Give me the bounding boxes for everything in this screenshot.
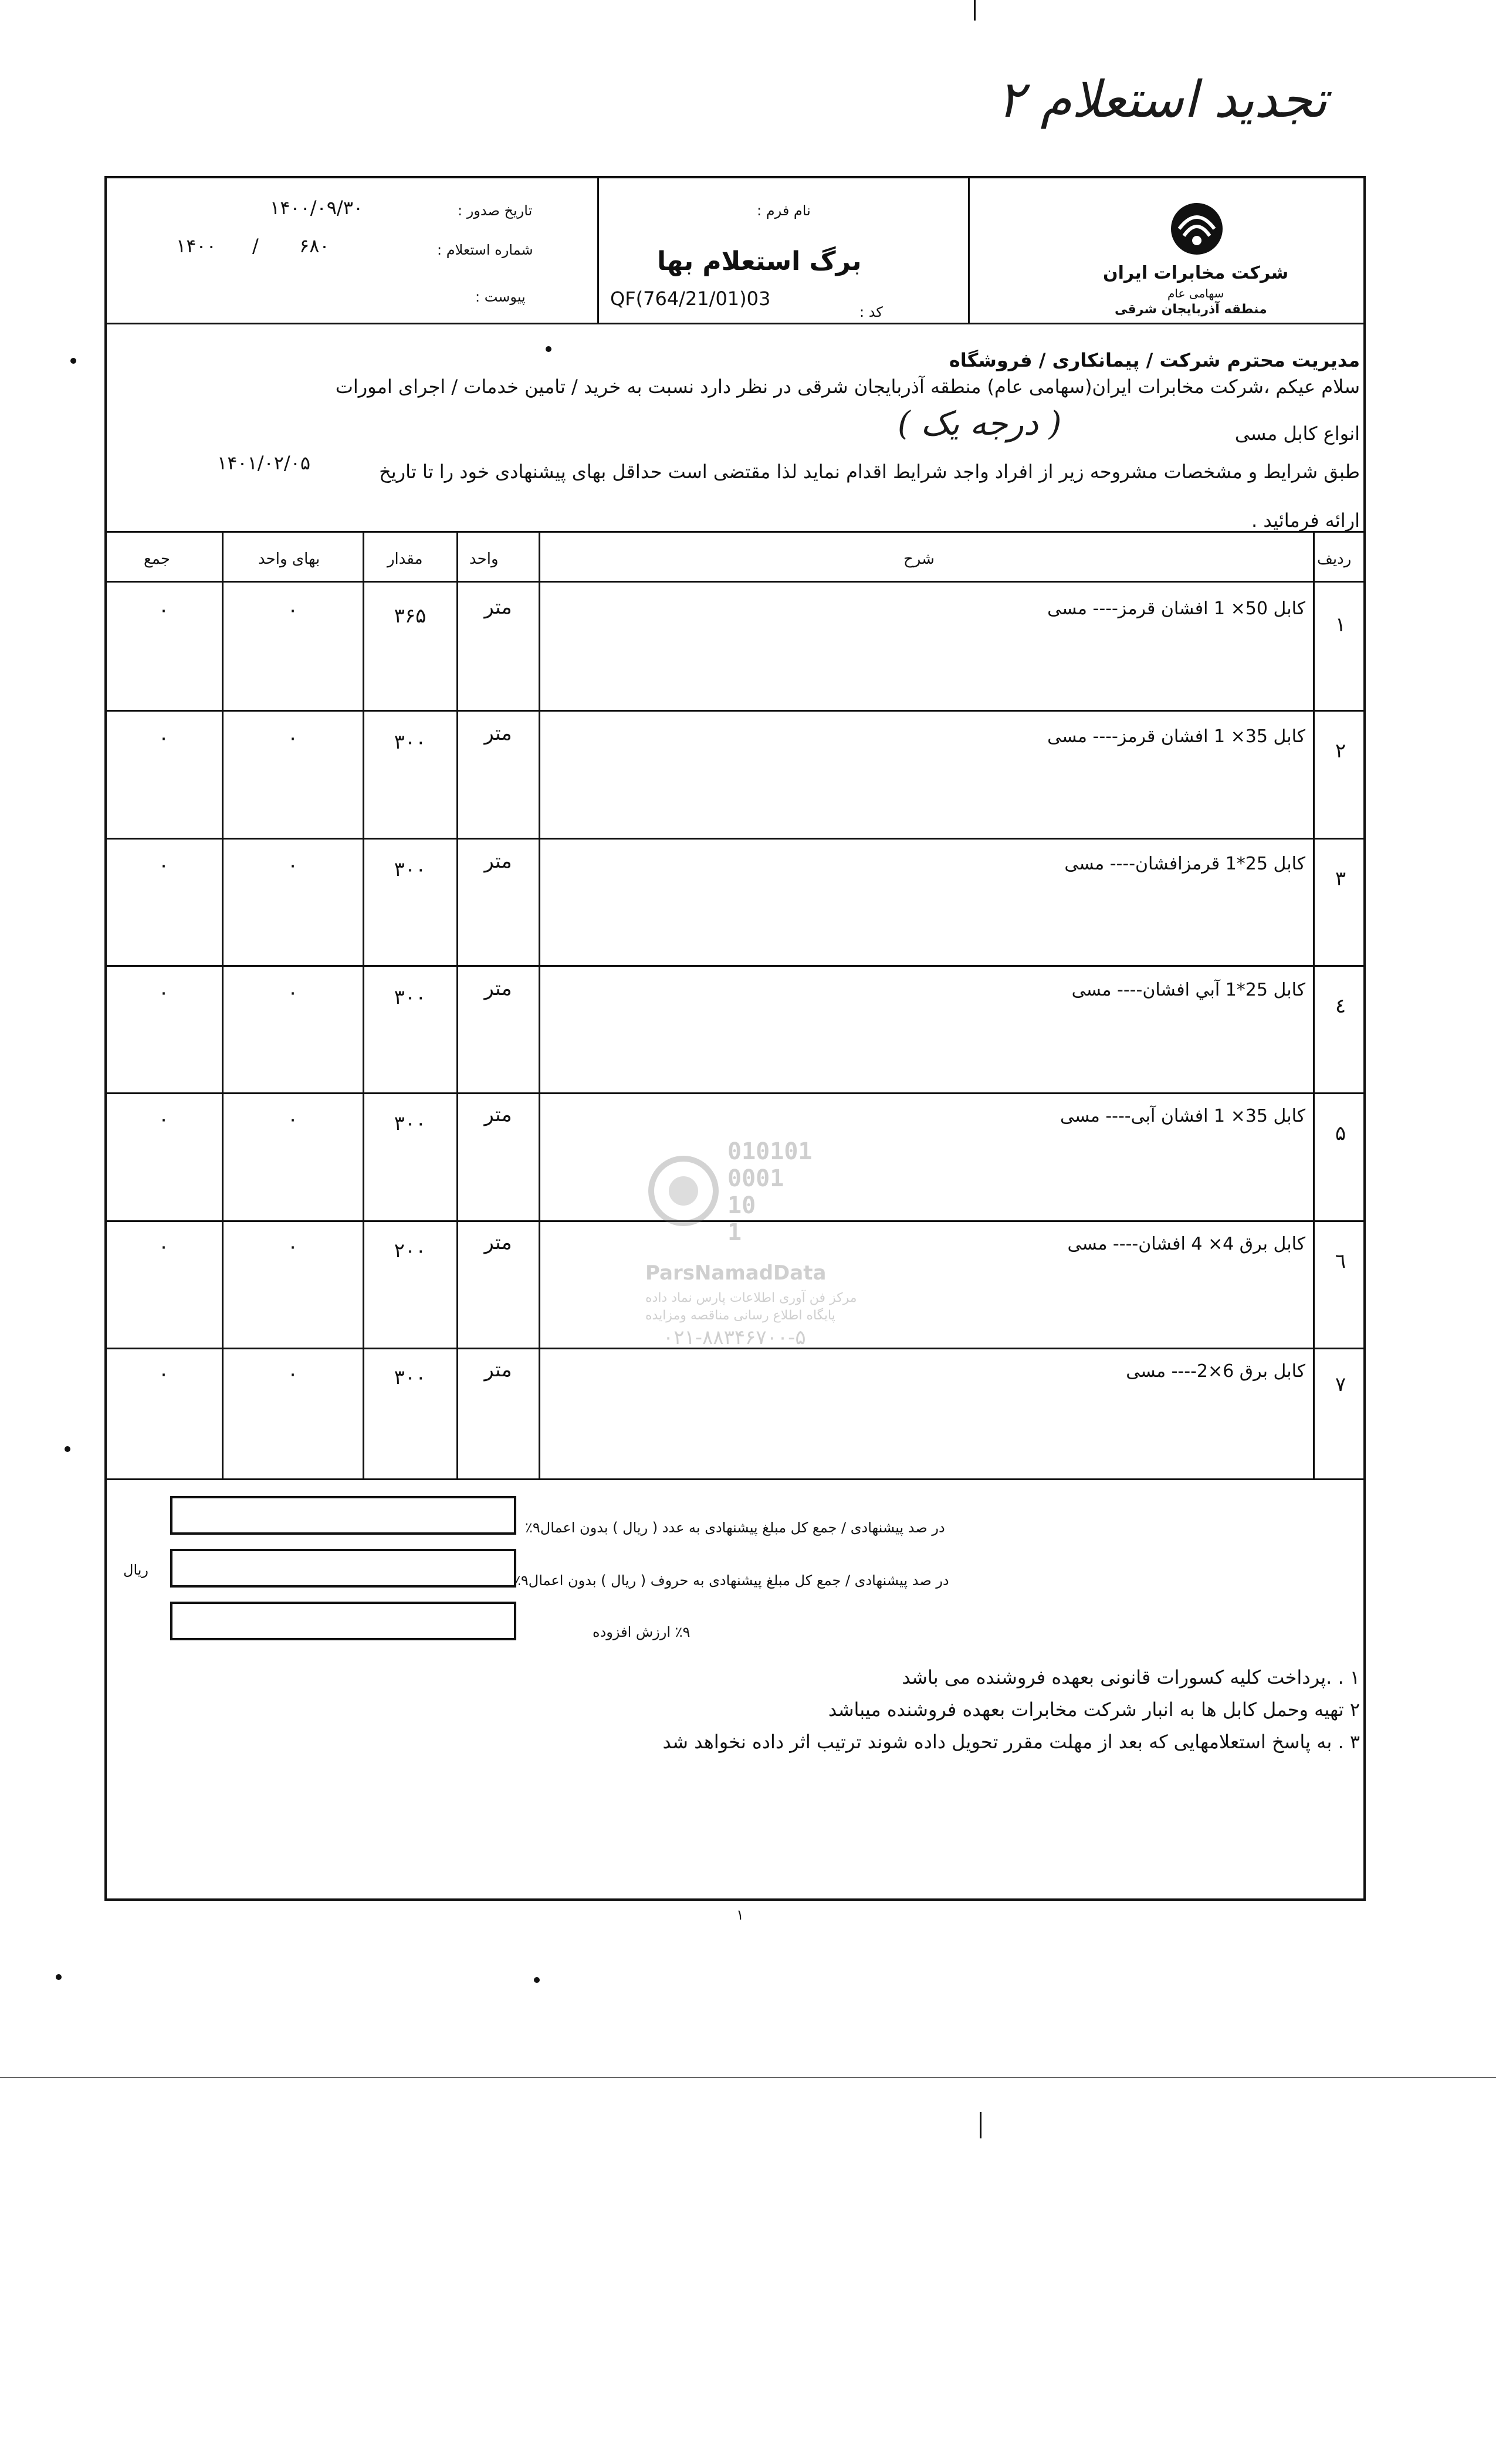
form-name-label: نام فرم : xyxy=(757,202,811,219)
scan-speck xyxy=(70,358,76,364)
inquiry-year: ۱۴۰۰ xyxy=(176,235,216,257)
note-1: ۱ . .پرداخت کلیه کسورات قانونی بعهده فروشنده می باشد xyxy=(902,1666,1360,1688)
row-total: ۰ xyxy=(158,726,170,750)
inquiry-no: ۶۸۰ xyxy=(299,235,330,257)
row-unit-price: ۰ xyxy=(287,1362,299,1386)
intro-addressee: مدیریت محترم شرکت / پیمانکاری / فروشگاه xyxy=(949,349,1360,371)
row-description: کابل 35× 1 افشان آبی---- مسی xyxy=(1060,1106,1305,1126)
intro-closing: ارائه فرمائید . xyxy=(1251,509,1360,532)
issue-date-label: تاریخ صدور : xyxy=(458,202,533,219)
col-line-desc xyxy=(539,531,540,1478)
rial-label: ریال xyxy=(123,1562,149,1578)
row-unit: متر xyxy=(484,595,512,619)
company-logo-icon xyxy=(1167,199,1226,258)
intro-body-2: انواع کابل مسی xyxy=(1234,422,1360,445)
col-line-unit xyxy=(456,531,458,1478)
row-number: ٦ xyxy=(1335,1250,1346,1273)
row-description: کابل 25*1 قرمزافشان---- مسی xyxy=(1064,854,1305,874)
watermark-line-1: مرکز فن آوری اطلاعات پارس نماد داده xyxy=(645,1291,857,1305)
row-total: ۰ xyxy=(158,854,170,877)
row-qty: ۳۰۰ xyxy=(394,858,427,881)
row-unit: متر xyxy=(484,1231,512,1254)
row-unit-price: ۰ xyxy=(287,854,299,877)
th-unit: واحد xyxy=(469,550,499,568)
watermark-brand: ParsNamadData xyxy=(645,1261,827,1285)
vat-label: ٩٪ ارزش افزوده xyxy=(593,1624,691,1640)
row-unit-price: ۰ xyxy=(287,598,299,622)
scan-speck xyxy=(56,1974,62,1980)
header-divider-1 xyxy=(597,176,599,324)
header-bottom-line xyxy=(104,323,1366,324)
col-line-price xyxy=(222,531,224,1478)
note-3: ۳ . به پاسخ استعلامهایی که بعد از مهلت مقرر تحویل داده شوند ترتیب اثر داده نخواهد شد xyxy=(662,1731,1360,1753)
row-number: ۳ xyxy=(1335,867,1346,891)
row-number: ٤ xyxy=(1335,994,1346,1018)
company-sub: سهامی عام xyxy=(1167,286,1224,300)
th-unit-price: بهای واحد xyxy=(258,550,320,568)
inquiry-no-label: شماره استعلام : xyxy=(437,242,533,258)
scan-speck xyxy=(546,346,551,352)
watermark-binary: 010101 0001 10 1 xyxy=(727,1138,813,1246)
row-unit: متر xyxy=(484,849,512,873)
intro-body-3: طبق شرایط و مشخصات مشروحه زیر از افراد واجد شرایط اقدام نماید لذا مقتضی است حداقل بهای پیشنهادی خود را تا تاریخ xyxy=(379,461,1360,483)
th-qty: مقدار xyxy=(387,550,423,568)
col-line-row xyxy=(1313,531,1315,1478)
row-description: کابل 25*1 آبي افشان---- مسی xyxy=(1071,980,1305,1000)
issue-date: ۱۴۰۰/۰۹/۳۰ xyxy=(270,197,364,219)
row-qty: ۳۰۰ xyxy=(394,1112,427,1135)
row-number: ۱ xyxy=(1335,613,1346,637)
form-frame xyxy=(104,176,1366,1901)
row-line xyxy=(104,838,1366,840)
company-name: شرکت مخابرات ایران xyxy=(1103,263,1289,283)
row-qty: ۳۰۰ xyxy=(394,1366,427,1389)
th-row: ردیف xyxy=(1317,550,1352,568)
watermark-phone: ۰۲۱-۸۸۳۴۶۷۰۰-۵ xyxy=(663,1326,806,1349)
code-label: کد : xyxy=(859,304,883,320)
row-unit: متر xyxy=(484,1358,512,1382)
intro-body-1: سلام عیکم ،شرکت مخابرات ایران(سهامی عام) منطقه آذربایجان شرقی در نظر دارد نسبت به خرید / تامین خدمات / اجرای امورات xyxy=(335,375,1360,398)
row-number: ۷ xyxy=(1335,1373,1346,1396)
scan-fold-line xyxy=(0,2077,1496,2078)
row-unit-price: ۰ xyxy=(287,1235,299,1258)
row-qty: ۲۰۰ xyxy=(394,1239,427,1263)
row-description: کابل برق 4× 4 افشان---- مسی xyxy=(1067,1234,1305,1254)
row-qty: ۳۰۰ xyxy=(394,730,427,754)
row-total: ۰ xyxy=(158,981,170,1004)
th-total: جمع xyxy=(144,550,170,568)
total-digits-label: در صد پیشنهادی / جمع کل مبلغ پیشنهادی به عدد ( ریال ) بدون اعمال٩٪ xyxy=(525,1519,945,1536)
watermark-line-2: پایگاه اطلاع رسانی مناقصه ومزایده xyxy=(645,1308,835,1323)
total-words-box[interactable] xyxy=(170,1549,516,1588)
row-qty: ۳۶۵ xyxy=(394,604,427,628)
row-line xyxy=(104,965,1366,967)
page-number: ۱ xyxy=(736,1907,744,1923)
row-unit-price: ۰ xyxy=(287,1108,299,1131)
attachment-label: پیوست : xyxy=(475,289,526,305)
row-description: کابل 50× 1 افشان قرمز---- مسی xyxy=(1047,598,1305,619)
table-bottom-line xyxy=(104,1478,1366,1480)
form-title: برگ استعلام بها xyxy=(657,246,862,276)
row-unit-price: ۰ xyxy=(287,726,299,750)
deadline-date: ۱۴۰۱/۰۲/۰۵ xyxy=(217,452,311,474)
watermark xyxy=(639,1138,874,1355)
total-digits-box[interactable] xyxy=(170,1496,516,1535)
row-description: کابل برق 6×2---- مسی xyxy=(1126,1361,1305,1382)
row-total: ۰ xyxy=(158,598,170,622)
header-divider-2 xyxy=(968,176,970,324)
total-words-label: در صد پیشنهادی / جمع کل مبلغ پیشنهادی به حروف ( ریال ) بدون اعمال٩٪ xyxy=(513,1572,949,1589)
row-unit-price: ۰ xyxy=(287,981,299,1004)
scan-speck xyxy=(534,1977,540,1983)
table-header-line xyxy=(104,581,1366,583)
inquiry-sep: / xyxy=(252,235,259,257)
row-total: ۰ xyxy=(158,1235,170,1258)
vat-box[interactable] xyxy=(170,1602,516,1640)
row-unit: متر xyxy=(484,722,512,745)
row-total: ۰ xyxy=(158,1108,170,1131)
scan-speck xyxy=(65,1446,70,1452)
row-qty: ۳۰۰ xyxy=(394,986,427,1009)
row-unit: متر xyxy=(484,1103,512,1126)
intro-handwritten-grade: ( درجه یک ) xyxy=(898,405,1062,443)
handwritten-note: تجدید استعلام ۲ xyxy=(997,70,1328,129)
row-number: ۵ xyxy=(1335,1122,1346,1145)
row-description: کابل 35× 1 افشان قرمز---- مسی xyxy=(1047,726,1305,747)
row-unit: متر xyxy=(484,977,512,1000)
company-region: منطقه آذربایجان شرقی xyxy=(1115,302,1267,317)
note-2: ۲ تهیه وحمل کابل ها به انبار شرکت مخابرات بعهده فروشنده میباشد xyxy=(828,1698,1360,1721)
watermark-logo-icon xyxy=(639,1150,727,1232)
row-total: ۰ xyxy=(158,1362,170,1386)
scan-edge-mark xyxy=(980,2112,981,2138)
th-desc: شرح xyxy=(903,550,935,568)
row-number: ۲ xyxy=(1335,739,1346,763)
row-line xyxy=(104,710,1366,712)
scan-edge-mark xyxy=(974,0,976,21)
row-line xyxy=(104,1092,1366,1094)
form-code: QF(764/21/01)03 xyxy=(610,287,771,310)
table-top-line xyxy=(104,531,1366,533)
